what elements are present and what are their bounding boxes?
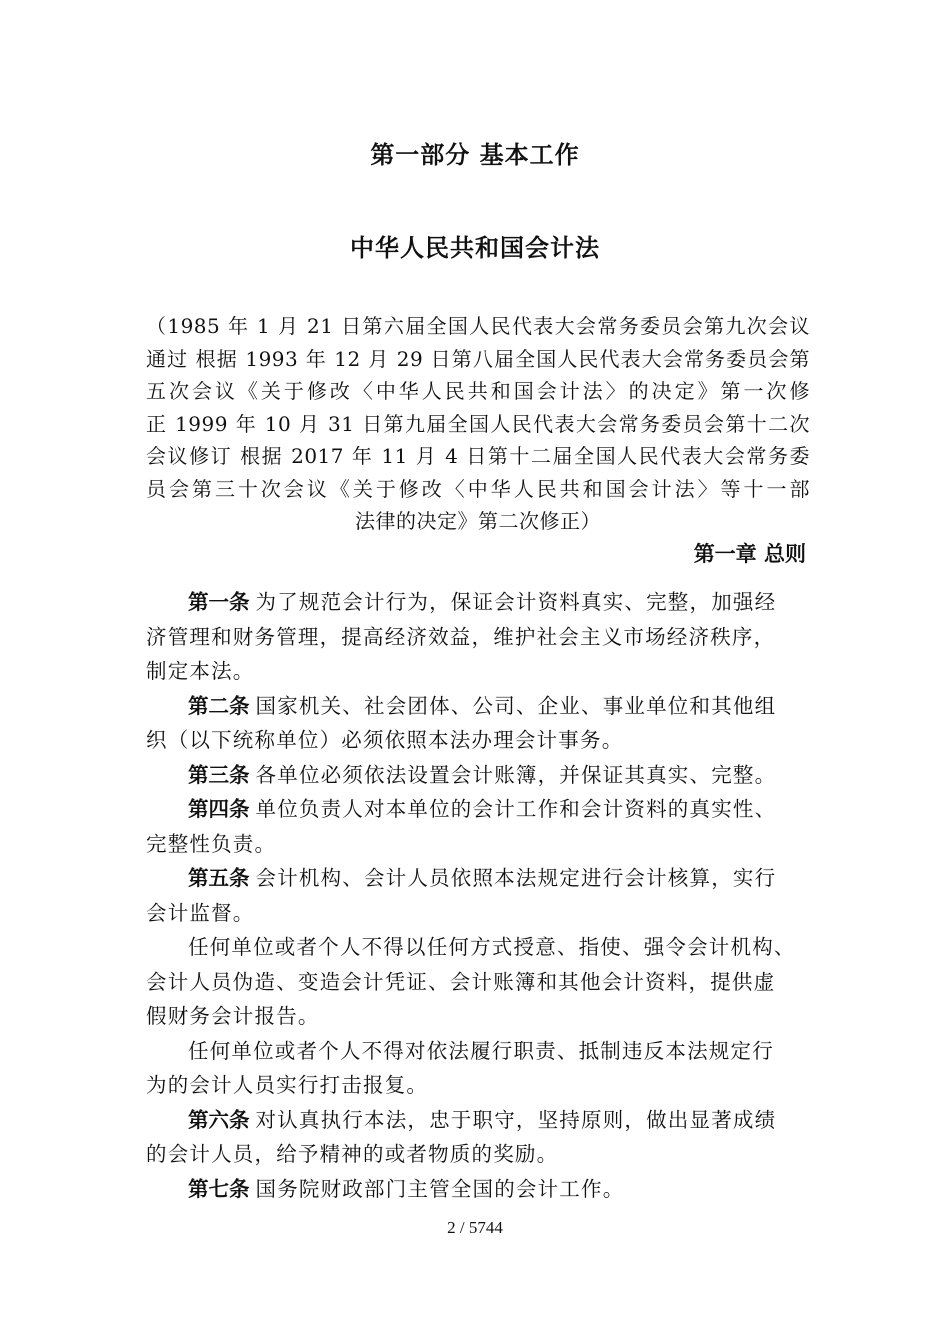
article-line: 任何单位或者个人不得对依法履行职责、抵制违反本法规定行	[188, 1038, 774, 1063]
history-line: 员会第三十次会议《关于修改〈中华人民共和国会计法〉等十一部	[146, 476, 810, 501]
article-text: 会计机构、会计人员依照本法规定进行会计核算，实行	[255, 866, 777, 890]
article-label: 第二条	[188, 693, 250, 718]
articles	[146, 585, 810, 1206]
history-line: 通过 根据 1993 年 12 月 29 日第八届全国人民代表大会常务委员会第	[146, 346, 810, 371]
article-1	[146, 585, 810, 689]
article-line: 会计人员伪造、变造会计凭证、会计账簿和其他会计资料，提供虚	[146, 969, 776, 994]
article-text: 单位负责人对本单位的会计工作和会计资料的真实性、	[255, 797, 777, 821]
article-line: 的会计人员，给予精神的或者物质的奖励。	[146, 1142, 559, 1166]
article-line	[146, 861, 810, 896]
article-line: 制定本法。	[146, 659, 255, 683]
law-title: 中华人民共和国会计法	[350, 234, 600, 262]
amendment-history	[146, 310, 810, 538]
article-label: 第三条	[188, 762, 250, 787]
article-text: 为了规范会计行为，保证会计资料真实、完整，加强经	[255, 590, 777, 614]
article-2	[146, 689, 810, 758]
article-label: 第一条	[188, 590, 250, 614]
article-text: 国务院财政部门主管全国的会计工作。	[255, 1176, 625, 1201]
article-text: 各单位必须依法设置会计账簿，并保证其真实、完整。	[255, 762, 777, 787]
chapter-heading: 第一章 总则	[693, 542, 806, 566]
article-text: 对认真执行本法，忠于职守，坚持原则，做出显著成绩	[255, 1107, 777, 1132]
page-number: 2 / 5744	[447, 1218, 503, 1237]
article-line: 完整性负责。	[146, 831, 277, 856]
article-3	[146, 758, 810, 793]
article-5-paragraph-2	[146, 930, 810, 1034]
history-line: 正 1999 年 10 月 31 日第九届全国人民代表大会常务委员会第十二次	[146, 411, 810, 436]
article-4	[146, 792, 810, 861]
article-line	[146, 792, 810, 827]
article-label: 第六条	[188, 1107, 250, 1132]
part-title: 第一部分 基本工作	[370, 141, 580, 169]
article-line: 织（以下统称单位）必须依照本法办理会计事务。	[146, 728, 624, 752]
article-line	[146, 1103, 810, 1138]
article-label: 第五条	[188, 866, 250, 890]
article-line	[146, 758, 810, 793]
article-5-paragraph-3	[146, 1034, 810, 1103]
history-line: 会议修订 根据 2017 年 11 月 4 日第十二届全国人民代表大会常务委	[146, 444, 810, 468]
article-5	[146, 861, 810, 930]
article-label: 第七条	[188, 1176, 250, 1201]
history-line: （1985 年 1 月 21 日第六届全国人民代表大会常务委员会第九次会议	[146, 314, 810, 338]
article-line: 会计监督。	[146, 900, 255, 925]
article-line: 济管理和财务管理，提高经济效益，维护社会主义市场经济秩序，	[146, 624, 776, 649]
history-line: 五次会议《关于修改〈中华人民共和国会计法〉的决定》第一次修	[146, 379, 810, 403]
article-6	[146, 1103, 810, 1172]
article-7	[146, 1172, 810, 1207]
article-label: 第四条	[188, 797, 250, 821]
article-line: 任何单位或者个人不得以任何方式授意、指使、强令会计机构、	[188, 935, 796, 959]
article-line	[146, 1172, 810, 1207]
history-line: 法律的决定》第二次修正）	[355, 509, 601, 533]
article-line: 为的会计人员实行打击报复。	[146, 1073, 429, 1097]
article-line: 假财务会计报告。	[146, 1004, 320, 1028]
article-line	[146, 585, 810, 620]
article-text: 国家机关、社会团体、公司、企业、事业单位和其他组	[255, 693, 777, 718]
article-line	[146, 689, 810, 724]
